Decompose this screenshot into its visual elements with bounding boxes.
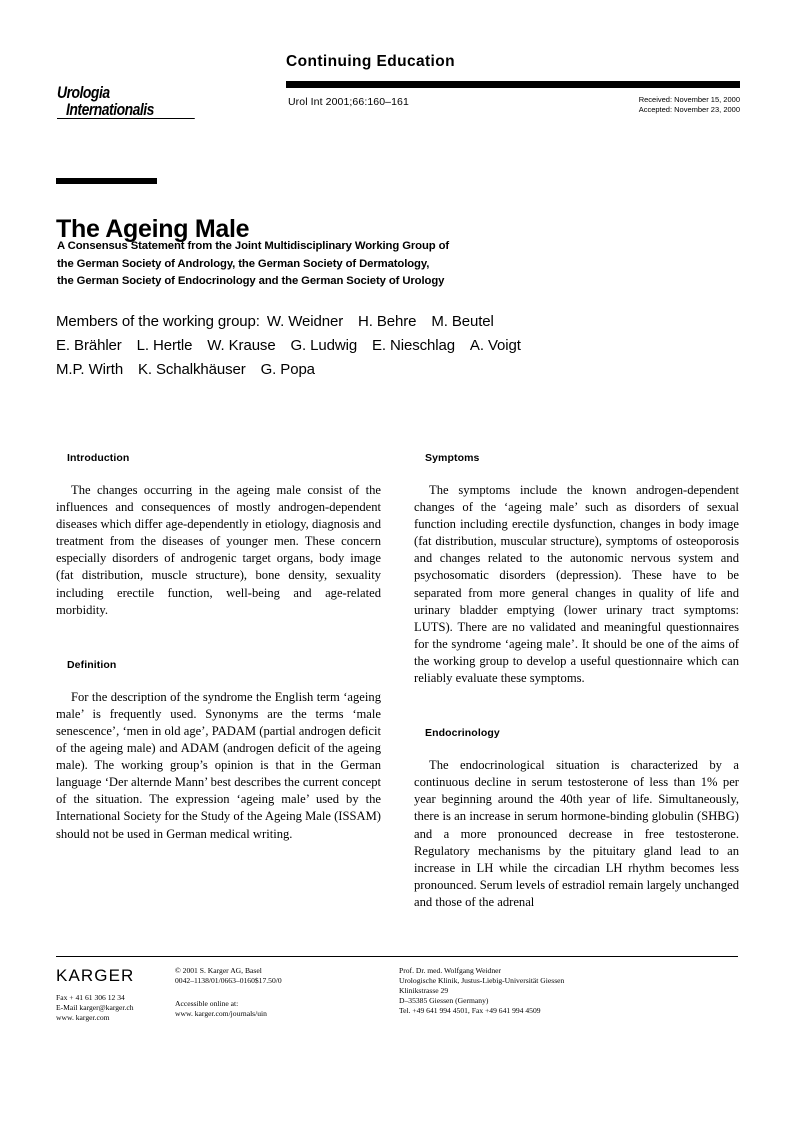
- corr-phone: Tel. +49 641 994 4501, Fax +49 641 994 4509: [399, 1005, 541, 1015]
- heading-symptoms: Symptoms: [425, 452, 480, 464]
- online-access-block: [175, 999, 267, 1019]
- publisher-fax: Fax + 41 61 306 12 34: [56, 993, 125, 1002]
- subtitle-line-2: the German Society of Andrology, the German Society of Dermatology,: [57, 257, 430, 270]
- copyright-line: © 2001 S. Karger AG, Basel: [175, 966, 262, 975]
- journal-logo: [57, 84, 180, 119]
- publisher-logo: KARGER: [56, 966, 135, 985]
- publisher-contact: [56, 993, 134, 1022]
- paragraph-symptoms: The symptoms include the known androgen-dependent changes of the ‘ageing male’ such as disorders of sexual function including erectile dysfunction, changes in body image (fat distribution, muscular structure), symptoms of osteoporosis and changes related to the autonomic nervous system and psychosomatic disorders (depression). These have to be separated from more general changes in quality of life and urinary bladder emptying (lower urinary tract symptoms: LUTS). There are no validated and meaningful questionnaires for the syndrome ‘ageing male’. It should be one of the aims of the working group to develop a useful questionnaire which can reliably evaluate these symptoms.: [414, 483, 739, 686]
- publisher-website[interactable]: www. karger.com: [56, 1012, 110, 1022]
- title-rule: [56, 178, 157, 184]
- masthead-rule: [286, 81, 740, 88]
- paragraph-definition: For the description of the syndrome the English term ‘ageing male’ is frequently used. Synonyms are the terms ‘male senescence’, ‘men in old age’, PADAM (partial androgen deficit of the ageing male) and ADAM (androgen deficit of the ageing male). The working group’s opinion is that in the German language ‘Der alternde Mann’ best describes the current concept of the situation. The expression ‘ageing male’ used by the International Society for the Study of the Ageing Male (ISSAM) should not be used in German medical writing.: [56, 689, 381, 841]
- submission-dates: [639, 95, 740, 115]
- members-names-1: W. Weidner H. Behre M. Beutel: [266, 313, 494, 330]
- heading-introduction: Introduction: [67, 452, 130, 464]
- online-access-url[interactable]: www. karger.com/journals/uin: [175, 1009, 267, 1019]
- journal-citation: Urol Int 2001;66:160–161: [288, 96, 409, 108]
- publisher-email[interactable]: E-Mail karger@karger.ch: [56, 1002, 134, 1012]
- article-subtitle: [57, 238, 617, 291]
- members-label: Members of the working group:: [56, 313, 260, 330]
- members-line-1: [56, 310, 656, 334]
- section-label: Continuing Education: [286, 53, 456, 70]
- received-date: Received: November 15, 2000: [638, 95, 740, 104]
- corr-street: Klinikstrasse 29: [399, 985, 449, 995]
- corr-institution: Urologische Klinik, Justus-Liebig-Universität Giessen: [399, 975, 565, 985]
- correspondence-block: [399, 966, 564, 1016]
- heading-definition: Definition: [67, 658, 117, 671]
- accepted-date: Accepted: November 23, 2000: [638, 105, 740, 114]
- corr-city: D–35385 Giessen (Germany): [399, 995, 489, 1005]
- page-title: The Ageing Male: [56, 214, 250, 243]
- journal-logo-line1: Urologia: [57, 83, 110, 102]
- online-access-label: Accessible online at:: [175, 999, 239, 1008]
- heading-endocrinology: Endocrinology: [425, 727, 500, 740]
- copyright-block: [175, 966, 282, 986]
- subtitle-line-1: A Consensus Statement from the Joint Multidisciplinary Working Group of: [57, 240, 450, 252]
- subtitle-line-3: the German Society of Endocrinology and the German Society of Urology: [57, 275, 445, 287]
- right-column: [414, 452, 739, 911]
- members-line-2: E. Brähler L. Hertle W. Krause G. Ludwig E. Nieschlag A. Voigt: [56, 337, 521, 354]
- left-column: [56, 452, 381, 843]
- paragraph-endocrinology: The endocrinological situation is characterized by a continuous decline in serum testosterone of less than 1% per year beginning around the 40th year of life. Simultaneously, there is an increase in serum hormone-binding globulin (SHBG) and a more pronounced decrease in free testosterone. Regulatory mechanisms by the pituitary gland lead to an increase in LH while the circadian LH rhythm becomes less pronounced. Serum levels of estradiol remain largely unchanged and those of the adrenal: [414, 758, 740, 909]
- members-line-3: M.P. Wirth K. Schalkhäuser G. Popa: [56, 361, 315, 378]
- paragraph-introduction: The changes occurring in the ageing male consist of the influences and consequences of mostly androgen-dependent diseases which differ age-dependently in etiology, diagnosis and treatment from the diseases of younger men. These concern especially disorders of androgenic target organs, body image (fat distribution, muscle structure), bone density, sexuality including erectile function, well-being and age-related morbidity.: [56, 483, 381, 617]
- journal-logo-line2: Internationalis: [57, 101, 195, 119]
- working-group-members: [56, 310, 656, 382]
- issn-price-line: 0042–1138/01/0663–0160$17.50/0: [175, 976, 282, 986]
- corr-name: Prof. Dr. med. Wolfgang Weidner: [399, 966, 502, 975]
- footer-rule: [56, 956, 738, 957]
